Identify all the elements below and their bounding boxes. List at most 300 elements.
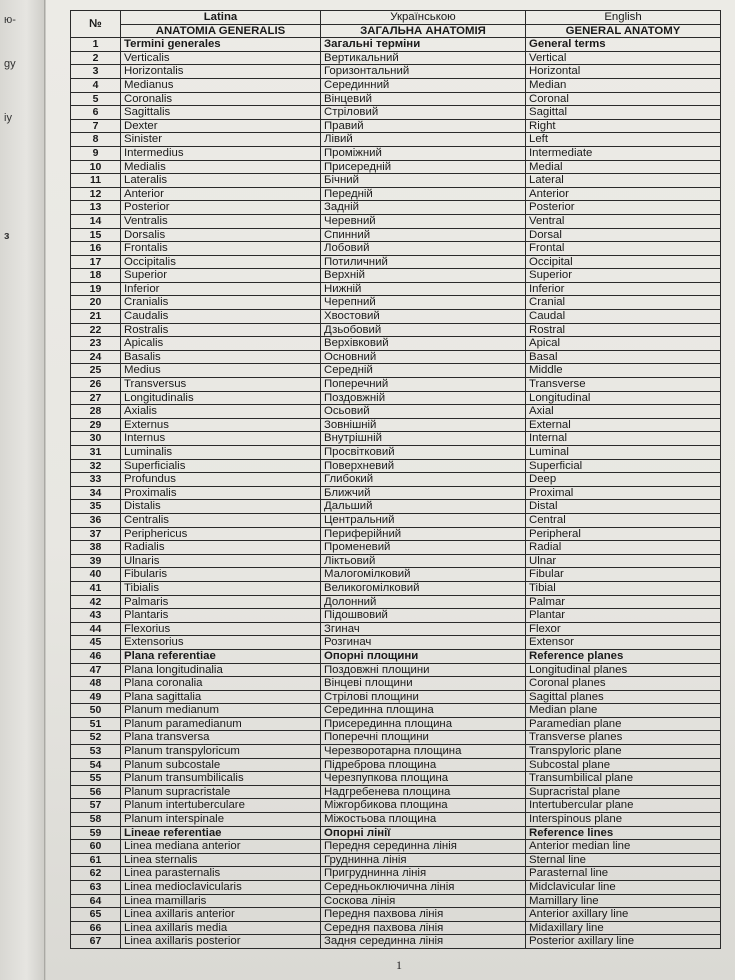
number-cell: 37: [71, 527, 121, 541]
table-row: [71, 459, 721, 473]
number-cell: 26: [71, 378, 121, 392]
header-row: [71, 11, 721, 25]
number-cell: 33: [71, 473, 121, 487]
latin-term-cell: Linea medioclavicularis: [121, 881, 321, 895]
table-row: [71, 65, 721, 79]
latin-term-cell: Fibularis: [121, 568, 321, 582]
number-cell: 50: [71, 704, 121, 718]
number-cell: 12: [71, 187, 121, 201]
table-row: [71, 242, 721, 256]
latin-term-cell: Occipitalis: [121, 255, 321, 269]
number-cell: 7: [71, 119, 121, 133]
ukrainian-term-cell: Лівий: [321, 133, 526, 147]
latin-term-cell: Dorsalis: [121, 228, 321, 242]
number-cell: 51: [71, 717, 121, 731]
english-term-cell: Fibular: [526, 568, 721, 582]
number-cell: 66: [71, 921, 121, 935]
table-row: [71, 133, 721, 147]
number-cell: 13: [71, 201, 121, 215]
latin-term-cell: Sinister: [121, 133, 321, 147]
english-term-cell: Transverse planes: [526, 731, 721, 745]
ukrainian-term-cell: Середня пахвова лінія: [321, 921, 526, 935]
ukrainian-term-cell: Опорні лінії: [321, 826, 526, 840]
table-row: [71, 255, 721, 269]
table-row: [71, 921, 721, 935]
latina-header: Latina: [121, 11, 321, 25]
ukrainian-term-cell: Великогомілковий: [321, 581, 526, 595]
latin-term-cell: Planum interspinale: [121, 813, 321, 827]
ukrainian-term-cell: Основний: [321, 350, 526, 364]
number-cell: 6: [71, 106, 121, 120]
latin-term-cell: Linea sternalis: [121, 853, 321, 867]
table-row: [71, 269, 721, 283]
latin-term-cell: Linea mediana anterior: [121, 840, 321, 854]
english-term-cell: Anterior axillary line: [526, 908, 721, 922]
number-cell: 24: [71, 350, 121, 364]
ukrainian-term-cell: Ближчий: [321, 486, 526, 500]
english-term-cell: Inferior: [526, 282, 721, 296]
table-row: [71, 704, 721, 718]
english-term-cell: Transumbilical plane: [526, 772, 721, 786]
table-row: [71, 554, 721, 568]
english-term-cell: Parasternal line: [526, 867, 721, 881]
ukrainian-term-cell: Середній: [321, 364, 526, 378]
table-row: [71, 432, 721, 446]
table-row: [71, 867, 721, 881]
english-term-cell: Posterior axillary line: [526, 935, 721, 949]
ukrainian-term-cell: Задня серединна лінія: [321, 935, 526, 949]
english-term-cell: Apical: [526, 337, 721, 351]
latin-term-cell: Proximalis: [121, 486, 321, 500]
table-row: [71, 214, 721, 228]
latin-term-cell: Tibialis: [121, 581, 321, 595]
english-term-cell: Superior: [526, 269, 721, 283]
ukrainian-term-cell: Згинач: [321, 622, 526, 636]
ukrainian-term-cell: Просвітковий: [321, 446, 526, 460]
table-row: [71, 174, 721, 188]
terminology-table: [70, 10, 721, 949]
ukrainian-term-cell: Пригруднинна лінія: [321, 867, 526, 881]
number-cell: 10: [71, 160, 121, 174]
number-cell: 42: [71, 595, 121, 609]
number-cell: 16: [71, 242, 121, 256]
english-term-cell: Transverse: [526, 378, 721, 392]
table-row: [71, 486, 721, 500]
section-title-latin: ANATOMIA GENERALIS: [121, 24, 321, 38]
number-cell: 44: [71, 622, 121, 636]
table-row: [71, 119, 721, 133]
ukrainian-term-cell: Присередній: [321, 160, 526, 174]
latin-term-cell: Longitudinalis: [121, 391, 321, 405]
number-header: №: [71, 11, 121, 38]
english-term-cell: Palmar: [526, 595, 721, 609]
ukrainian-term-cell: Долонний: [321, 595, 526, 609]
table-row: [71, 418, 721, 432]
ukrainian-term-cell: Середньоключична лінія: [321, 881, 526, 895]
ukrainian-term-cell: Поперечний: [321, 378, 526, 392]
ukrainian-term-cell: Периферійний: [321, 527, 526, 541]
ukrainian-term-cell: Хвостовий: [321, 310, 526, 324]
latin-term-cell: Superior: [121, 269, 321, 283]
table-row: [71, 908, 721, 922]
english-term-cell: Medial: [526, 160, 721, 174]
ukrainian-term-cell: Розгинач: [321, 636, 526, 650]
number-cell: 60: [71, 840, 121, 854]
number-cell: 3: [71, 65, 121, 79]
latin-term-cell: Inferior: [121, 282, 321, 296]
number-cell: 11: [71, 174, 121, 188]
latin-term-cell: Palmaris: [121, 595, 321, 609]
ukrainian-term-cell: Нижній: [321, 282, 526, 296]
ukrainian-term-cell: Бічний: [321, 174, 526, 188]
english-term-cell: Luminal: [526, 446, 721, 460]
english-term-cell: Middle: [526, 364, 721, 378]
latin-term-cell: Transversus: [121, 378, 321, 392]
english-term-cell: Subcostal plane: [526, 758, 721, 772]
number-cell: 63: [71, 881, 121, 895]
latin-term-cell: Distalis: [121, 500, 321, 514]
ukrainian-term-cell: Спинний: [321, 228, 526, 242]
number-cell: 19: [71, 282, 121, 296]
number-cell: 41: [71, 581, 121, 595]
table-row: [71, 527, 721, 541]
latin-term-cell: Lineae referentiae: [121, 826, 321, 840]
ukrainian-term-cell: Черепний: [321, 296, 526, 310]
table-row: [71, 935, 721, 949]
section-title-english: GENERAL ANATOMY: [526, 24, 721, 38]
latin-term-cell: Profundus: [121, 473, 321, 487]
table-row: [71, 350, 721, 364]
table-row: [71, 106, 721, 120]
table-row: [71, 201, 721, 215]
number-cell: 15: [71, 228, 121, 242]
table-row: [71, 310, 721, 324]
latin-term-cell: Planum transpyloricum: [121, 745, 321, 759]
ukrainian-term-cell: Горизонтальний: [321, 65, 526, 79]
ukrainian-term-cell: Зовнішній: [321, 418, 526, 432]
table-row: [71, 636, 721, 650]
table-row: [71, 391, 721, 405]
table-row: [71, 160, 721, 174]
number-cell: 67: [71, 935, 121, 949]
number-cell: 46: [71, 649, 121, 663]
number-cell: 25: [71, 364, 121, 378]
ukrainian-term-cell: Надгребенева площина: [321, 785, 526, 799]
latin-term-cell: Plana longitudinalia: [121, 663, 321, 677]
table-row: [71, 296, 721, 310]
number-cell: 54: [71, 758, 121, 772]
table-row: [71, 649, 721, 663]
table-row: [71, 595, 721, 609]
ukrainian-term-cell: Стрілові площини: [321, 690, 526, 704]
ukrainian-term-cell: Верхній: [321, 269, 526, 283]
table-row: [71, 500, 721, 514]
ukrainian-term-cell: Дальший: [321, 500, 526, 514]
number-cell: 32: [71, 459, 121, 473]
english-term-cell: Radial: [526, 541, 721, 555]
number-cell: 27: [71, 391, 121, 405]
ukrainian-term-cell: Поверхневий: [321, 459, 526, 473]
ukrainian-term-cell: Підреброва площина: [321, 758, 526, 772]
english-term-cell: Plantar: [526, 609, 721, 623]
latin-term-cell: Ulnaris: [121, 554, 321, 568]
english-term-cell: Central: [526, 513, 721, 527]
english-term-cell: Median plane: [526, 704, 721, 718]
latin-term-cell: Frontalis: [121, 242, 321, 256]
english-term-cell: Superficial: [526, 459, 721, 473]
latin-term-cell: Plana referentiae: [121, 649, 321, 663]
latin-term-cell: Linea axillaris media: [121, 921, 321, 935]
latin-term-cell: Linea axillaris anterior: [121, 908, 321, 922]
table-row: [71, 187, 721, 201]
table-row: [71, 758, 721, 772]
latin-term-cell: Superficialis: [121, 459, 321, 473]
english-term-cell: Vertical: [526, 51, 721, 65]
table-row: [71, 92, 721, 106]
latin-term-cell: Intermedius: [121, 146, 321, 160]
number-cell: 34: [71, 486, 121, 500]
english-term-cell: Anterior: [526, 187, 721, 201]
ukrainian-term-cell: Потиличний: [321, 255, 526, 269]
number-cell: 30: [71, 432, 121, 446]
english-term-cell: Longitudinal planes: [526, 663, 721, 677]
english-term-cell: Intermediate: [526, 146, 721, 160]
english-term-cell: Reference lines: [526, 826, 721, 840]
number-cell: 31: [71, 446, 121, 460]
latin-term-cell: Ventralis: [121, 214, 321, 228]
ukrainian-term-cell: Поперечні площини: [321, 731, 526, 745]
ukrainian-term-cell: Поздовжній: [321, 391, 526, 405]
english-term-cell: External: [526, 418, 721, 432]
ukrainian-term-cell: Черевний: [321, 214, 526, 228]
number-cell: 53: [71, 745, 121, 759]
english-term-cell: Basal: [526, 350, 721, 364]
number-cell: 21: [71, 310, 121, 324]
table-row: [71, 473, 721, 487]
latin-term-cell: Posterior: [121, 201, 321, 215]
ukrainian-term-cell: Міжгорбикова площина: [321, 799, 526, 813]
latin-term-cell: Medianus: [121, 78, 321, 92]
english-term-cell: Reference planes: [526, 649, 721, 663]
english-term-cell: Paramedian plane: [526, 717, 721, 731]
ukrainian-term-cell: Опорні площини: [321, 649, 526, 663]
ukrainian-term-cell: Соскова лінія: [321, 894, 526, 908]
english-term-cell: Midaxillary line: [526, 921, 721, 935]
ukrainian-term-cell: Центральний: [321, 513, 526, 527]
table-row: [71, 513, 721, 527]
table-row: [71, 881, 721, 895]
latin-term-cell: Centralis: [121, 513, 321, 527]
latin-term-cell: Dexter: [121, 119, 321, 133]
ukrainian-term-cell: Внутрішній: [321, 432, 526, 446]
ukrainian-term-cell: Груднинна лінія: [321, 853, 526, 867]
english-term-cell: Extensor: [526, 636, 721, 650]
english-term-cell: Peripheral: [526, 527, 721, 541]
english-term-cell: Median: [526, 78, 721, 92]
number-cell: 56: [71, 785, 121, 799]
latin-term-cell: Internus: [121, 432, 321, 446]
number-cell: 43: [71, 609, 121, 623]
number-cell: 18: [71, 269, 121, 283]
spine-mark: iy: [4, 112, 12, 124]
english-term-cell: Transpyloric plane: [526, 745, 721, 759]
number-cell: 9: [71, 146, 121, 160]
latin-term-cell: Planum intertuberculare: [121, 799, 321, 813]
table-row: [71, 38, 721, 52]
ukrainian-term-cell: Серединний: [321, 78, 526, 92]
english-term-cell: Coronal planes: [526, 677, 721, 691]
english-term-cell: Distal: [526, 500, 721, 514]
table-row: [71, 146, 721, 160]
number-cell: 40: [71, 568, 121, 582]
table-row: [71, 853, 721, 867]
page-number: 1: [396, 958, 402, 972]
latin-term-cell: Axialis: [121, 405, 321, 419]
english-term-cell: Occipital: [526, 255, 721, 269]
number-cell: 38: [71, 541, 121, 555]
english-term-cell: Proximal: [526, 486, 721, 500]
table-row: [71, 609, 721, 623]
ukrainian-term-cell: Глибокий: [321, 473, 526, 487]
table-row: [71, 717, 721, 731]
latin-term-cell: Planum paramedianum: [121, 717, 321, 731]
latin-term-cell: Planum medianum: [121, 704, 321, 718]
ukrainian-term-cell: Вінцевий: [321, 92, 526, 106]
ukrainian-term-cell: Передня пахвова лінія: [321, 908, 526, 922]
number-cell: 2: [71, 51, 121, 65]
table-row: [71, 446, 721, 460]
english-term-cell: Supracristal plane: [526, 785, 721, 799]
latin-term-cell: Horizontalis: [121, 65, 321, 79]
latin-term-cell: Medialis: [121, 160, 321, 174]
latin-term-cell: Termini generales: [121, 38, 321, 52]
spine-mark: з: [4, 230, 10, 242]
table-row: [71, 78, 721, 92]
english-term-cell: Mamillary line: [526, 894, 721, 908]
table-row: [71, 51, 721, 65]
latin-term-cell: Plana sagittalia: [121, 690, 321, 704]
latin-term-cell: Planum transumbilicalis: [121, 772, 321, 786]
english-term-cell: Ventral: [526, 214, 721, 228]
latin-term-cell: Linea axillaris posterior: [121, 935, 321, 949]
latin-term-cell: Coronalis: [121, 92, 321, 106]
english-term-cell: Frontal: [526, 242, 721, 256]
latin-term-cell: Medius: [121, 364, 321, 378]
table-row: [71, 813, 721, 827]
table-row: [71, 894, 721, 908]
number-cell: 59: [71, 826, 121, 840]
latin-term-cell: Anterior: [121, 187, 321, 201]
ukrainian-term-cell: Черезпупкова площина: [321, 772, 526, 786]
english-term-cell: Dorsal: [526, 228, 721, 242]
latin-term-cell: Linea mamillaris: [121, 894, 321, 908]
english-term-cell: Coronal: [526, 92, 721, 106]
table-row: [71, 690, 721, 704]
ukrainian-term-cell: Черезвоpотарна площина: [321, 745, 526, 759]
latin-term-cell: Plana coronalia: [121, 677, 321, 691]
document-page: [46, 0, 735, 980]
latin-term-cell: Radialis: [121, 541, 321, 555]
english-term-cell: Cranial: [526, 296, 721, 310]
latin-term-cell: Externus: [121, 418, 321, 432]
table-row: [71, 405, 721, 419]
latin-term-cell: Basalis: [121, 350, 321, 364]
english-term-cell: Ulnar: [526, 554, 721, 568]
number-cell: 36: [71, 513, 121, 527]
number-cell: 52: [71, 731, 121, 745]
table-row: [71, 323, 721, 337]
ukrainian-term-cell: Верхівковий: [321, 337, 526, 351]
ukrainian-term-cell: Міжостьова площина: [321, 813, 526, 827]
latin-term-cell: Periphericus: [121, 527, 321, 541]
ukrainian-term-cell: Передній: [321, 187, 526, 201]
latin-term-cell: Luminalis: [121, 446, 321, 460]
number-cell: 65: [71, 908, 121, 922]
table-row: [71, 745, 721, 759]
number-cell: 64: [71, 894, 121, 908]
english-term-cell: Left: [526, 133, 721, 147]
latin-term-cell: Sagittalis: [121, 106, 321, 120]
table-row: [71, 840, 721, 854]
english-term-cell: Longitudinal: [526, 391, 721, 405]
english-term-cell: Flexor: [526, 622, 721, 636]
english-term-cell: Caudal: [526, 310, 721, 324]
ukrainian-term-cell: Вертикальний: [321, 51, 526, 65]
english-term-cell: Lateral: [526, 174, 721, 188]
latin-term-cell: Lateralis: [121, 174, 321, 188]
english-term-cell: Anterior median line: [526, 840, 721, 854]
english-term-cell: General terms: [526, 38, 721, 52]
spine-mark: gy: [4, 58, 16, 70]
ukrainian-term-cell: Малогомілковий: [321, 568, 526, 582]
ukrainian-term-cell: Підошвовий: [321, 609, 526, 623]
ukrainian-term-cell: Вінцеві площини: [321, 677, 526, 691]
number-cell: 55: [71, 772, 121, 786]
number-cell: 47: [71, 663, 121, 677]
table-row: [71, 677, 721, 691]
table-row: [71, 581, 721, 595]
number-cell: 48: [71, 677, 121, 691]
english-header: English: [526, 11, 721, 25]
number-cell: 5: [71, 92, 121, 106]
adjacent-page-edge: [0, 0, 45, 980]
ukrainian-term-cell: Правий: [321, 119, 526, 133]
table-row: [71, 378, 721, 392]
spine-mark: ю-: [4, 14, 16, 26]
ukrainian-term-cell: Серединна площина: [321, 704, 526, 718]
number-cell: 49: [71, 690, 121, 704]
number-cell: 17: [71, 255, 121, 269]
ukrainian-term-cell: Проміжний: [321, 146, 526, 160]
english-term-cell: Rostral: [526, 323, 721, 337]
english-term-cell: Intertubercular plane: [526, 799, 721, 813]
table-row: [71, 337, 721, 351]
ukrainian-term-cell: Передня серединна лінія: [321, 840, 526, 854]
number-cell: 35: [71, 500, 121, 514]
english-term-cell: Horizontal: [526, 65, 721, 79]
ukrainian-term-cell: Задній: [321, 201, 526, 215]
number-cell: 58: [71, 813, 121, 827]
number-cell: 61: [71, 853, 121, 867]
english-term-cell: Deep: [526, 473, 721, 487]
english-term-cell: Midclavicular line: [526, 881, 721, 895]
ukrainian-term-cell: Дзьобовий: [321, 323, 526, 337]
english-term-cell: Sagittal: [526, 106, 721, 120]
table-row: [71, 731, 721, 745]
number-cell: 4: [71, 78, 121, 92]
section-title-ukrainian: ЗАГАЛЬНА АНАТОМІЯ: [321, 24, 526, 38]
latin-term-cell: Verticalis: [121, 51, 321, 65]
